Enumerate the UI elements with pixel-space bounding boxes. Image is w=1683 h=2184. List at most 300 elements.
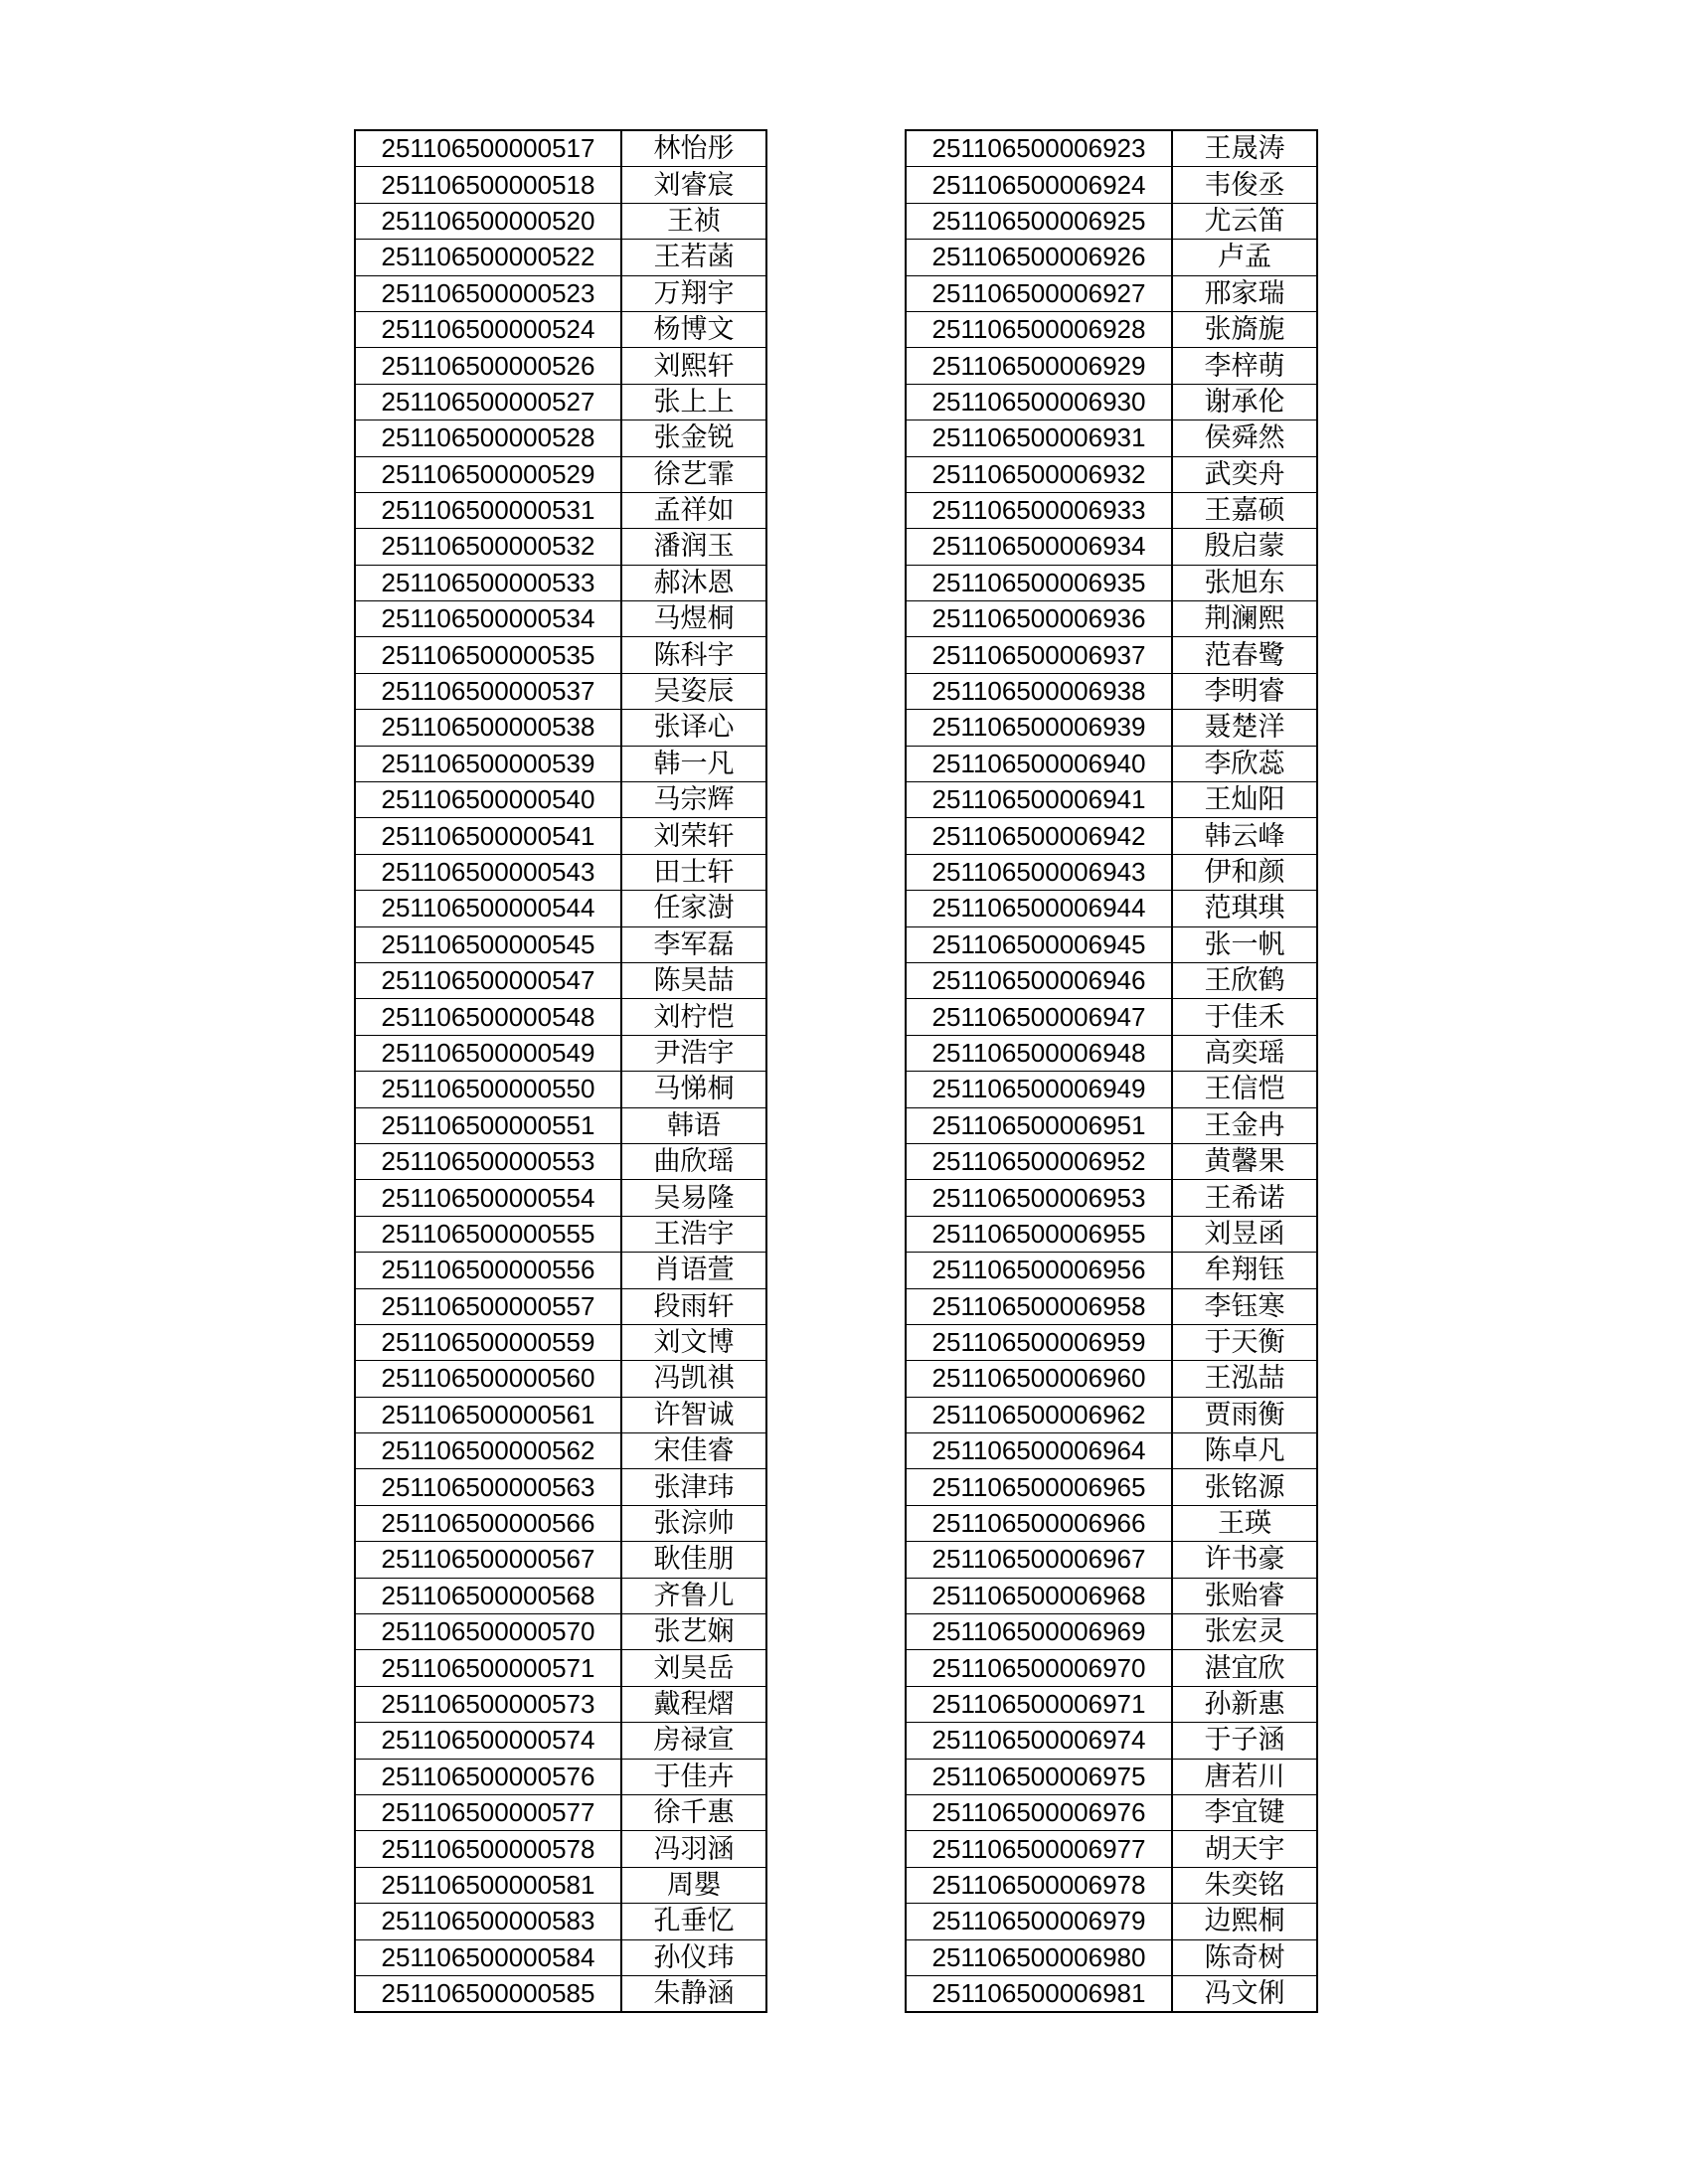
candidate-name-cell: 王祯 (621, 203, 766, 239)
table-row (906, 891, 1317, 926)
candidate-id-cell: 251106500006923 (906, 130, 1172, 167)
candidate-name-cell: 刘熙轩 (621, 348, 766, 384)
candidate-id-cell: 251106500006981 (906, 1975, 1172, 2012)
table-row (906, 384, 1317, 420)
candidate-name-cell: 房禄宣 (621, 1723, 766, 1759)
candidate-id-cell: 251106500000568 (355, 1578, 621, 1613)
candidate-name-cell: 耿佳朋 (621, 1542, 766, 1578)
candidate-id-cell: 251106500006949 (906, 1072, 1172, 1107)
candidate-id-cell: 251106500006936 (906, 601, 1172, 637)
candidate-name-cell: 高奕瑶 (1172, 1035, 1317, 1071)
candidate-name-cell: 刘昊岳 (621, 1650, 766, 1686)
candidate-name-cell: 韩云峰 (1172, 818, 1317, 854)
candidate-id-cell: 251106500000532 (355, 529, 621, 565)
candidate-name-cell: 冯羽涵 (621, 1831, 766, 1867)
candidate-name-cell: 冯凯祺 (621, 1361, 766, 1397)
table-row (355, 1288, 766, 1324)
table-row (906, 1469, 1317, 1505)
candidate-name-cell: 李宜键 (1172, 1794, 1317, 1830)
candidate-name-cell: 刘柠恺 (621, 999, 766, 1035)
candidate-id-cell: 251106500000543 (355, 854, 621, 890)
candidate-id-cell: 251106500000571 (355, 1650, 621, 1686)
table-row (906, 1324, 1317, 1360)
candidate-name-cell: 林怡彤 (621, 130, 766, 167)
candidate-name-cell: 王欣鹤 (1172, 962, 1317, 998)
candidate-name-cell: 陈昊喆 (621, 962, 766, 998)
table-row (355, 1904, 766, 1939)
candidate-name-cell: 刘文博 (621, 1324, 766, 1360)
candidate-id-cell: 251106500006978 (906, 1867, 1172, 1903)
candidate-id-cell: 251106500006971 (906, 1686, 1172, 1722)
candidate-id-cell: 251106500000574 (355, 1723, 621, 1759)
table-row (906, 746, 1317, 781)
candidate-name-cell: 李钰寒 (1172, 1288, 1317, 1324)
candidate-name-cell: 张金锐 (621, 420, 766, 456)
candidate-name-cell: 于佳卉 (621, 1759, 766, 1794)
candidate-id-cell: 251106500000553 (355, 1143, 621, 1179)
candidate-name-cell: 王晟涛 (1172, 130, 1317, 167)
candidate-name-cell: 周嬰 (621, 1867, 766, 1903)
candidate-name-cell: 马宗辉 (621, 782, 766, 818)
candidate-id-cell: 251106500006968 (906, 1578, 1172, 1613)
candidate-name-cell: 吴易隆 (621, 1180, 766, 1216)
table-row (355, 1180, 766, 1216)
table-row (355, 1867, 766, 1903)
candidate-id-cell: 251106500000541 (355, 818, 621, 854)
table-row (355, 1216, 766, 1252)
candidate-name-cell: 许书豪 (1172, 1542, 1317, 1578)
candidate-id-cell: 251106500006927 (906, 275, 1172, 311)
table-row (906, 1143, 1317, 1179)
table-row (355, 1614, 766, 1650)
table-row (906, 1723, 1317, 1759)
candidate-name-cell: 卢孟 (1172, 240, 1317, 275)
candidate-name-cell: 郝沐恩 (621, 565, 766, 600)
candidate-id-cell: 251106500000517 (355, 130, 621, 167)
table-row (906, 1505, 1317, 1541)
candidate-id-cell: 251106500006932 (906, 456, 1172, 492)
candidate-id-cell: 251106500000544 (355, 891, 621, 926)
table-row (355, 782, 766, 818)
table-row (906, 1867, 1317, 1903)
table-row (906, 1361, 1317, 1397)
candidate-id-cell: 251106500006952 (906, 1143, 1172, 1179)
candidate-name-cell: 谢承伦 (1172, 384, 1317, 420)
table-row (906, 1180, 1317, 1216)
candidate-name-cell: 于天衡 (1172, 1324, 1317, 1360)
candidate-name-cell: 李梓萌 (1172, 348, 1317, 384)
table-row (355, 1505, 766, 1541)
candidate-id-cell: 251106500006944 (906, 891, 1172, 926)
table-row (355, 275, 766, 311)
table-row (906, 1904, 1317, 1939)
candidate-name-cell: 湛宜欣 (1172, 1650, 1317, 1686)
candidate-id-cell: 251106500000547 (355, 962, 621, 998)
roster-table-right (905, 129, 1318, 2013)
candidate-id-cell: 251106500000585 (355, 1975, 621, 2012)
table-row (355, 1578, 766, 1613)
table-row (906, 203, 1317, 239)
candidate-name-cell: 张旖旎 (1172, 311, 1317, 347)
candidate-id-cell: 251106500000584 (355, 1939, 621, 1975)
table-row (906, 673, 1317, 709)
table-row (355, 1650, 766, 1686)
candidate-id-cell: 251106500006964 (906, 1433, 1172, 1469)
candidate-id-cell: 251106500006941 (906, 782, 1172, 818)
table-row (906, 492, 1317, 528)
table-row (906, 1253, 1317, 1288)
candidate-name-cell: 张艺娴 (621, 1614, 766, 1650)
table-row (355, 348, 766, 384)
table-row (906, 1686, 1317, 1722)
table-row (906, 999, 1317, 1035)
candidate-id-cell: 251106500006948 (906, 1035, 1172, 1071)
candidate-name-cell: 王希诺 (1172, 1180, 1317, 1216)
table-row (906, 1542, 1317, 1578)
table-row (906, 637, 1317, 673)
candidate-id-cell: 251106500006939 (906, 710, 1172, 746)
table-row (906, 240, 1317, 275)
roster-table-left (354, 129, 767, 2013)
table-row (906, 167, 1317, 203)
candidate-name-cell: 李明睿 (1172, 673, 1317, 709)
table-row (355, 529, 766, 565)
candidate-name-cell: 张津玮 (621, 1469, 766, 1505)
table-row (355, 420, 766, 456)
candidate-id-cell: 251106500006940 (906, 746, 1172, 781)
candidate-id-cell: 251106500006931 (906, 420, 1172, 456)
candidate-id-cell: 251106500000562 (355, 1433, 621, 1469)
candidate-name-cell: 李欣蕊 (1172, 746, 1317, 781)
candidate-name-cell: 戴程熠 (621, 1686, 766, 1722)
candidate-name-cell: 范春鹭 (1172, 637, 1317, 673)
candidate-id-cell: 251106500006928 (906, 311, 1172, 347)
table-row (906, 1650, 1317, 1686)
table-row (355, 1072, 766, 1107)
candidate-name-cell: 张贻睿 (1172, 1578, 1317, 1613)
candidate-name-cell: 韦俊丞 (1172, 167, 1317, 203)
candidate-name-cell: 刘睿宸 (621, 167, 766, 203)
candidate-id-cell: 251106500000537 (355, 673, 621, 709)
candidate-name-cell: 殷启蒙 (1172, 529, 1317, 565)
candidate-name-cell: 曲欣瑶 (621, 1143, 766, 1179)
table-row (906, 962, 1317, 998)
candidate-name-cell: 张铭源 (1172, 1469, 1317, 1505)
table-row (355, 1433, 766, 1469)
table-row (906, 1975, 1317, 2012)
candidate-id-cell: 251106500000563 (355, 1469, 621, 1505)
table-row (906, 1433, 1317, 1469)
candidate-name-cell: 朱静涵 (621, 1975, 766, 2012)
candidate-id-cell: 251106500006959 (906, 1324, 1172, 1360)
candidate-name-cell: 王信恺 (1172, 1072, 1317, 1107)
candidate-name-cell: 宋佳睿 (621, 1433, 766, 1469)
table-row (906, 1794, 1317, 1830)
table-row (355, 710, 766, 746)
table-row (906, 130, 1317, 167)
table-row (355, 311, 766, 347)
candidate-name-cell: 贾雨衡 (1172, 1397, 1317, 1432)
candidate-name-cell: 王浩宇 (621, 1216, 766, 1252)
candidate-id-cell: 251106500000548 (355, 999, 621, 1035)
table-row (906, 1072, 1317, 1107)
table-row (355, 384, 766, 420)
candidate-name-cell: 韩一凡 (621, 746, 766, 781)
table-row (355, 1143, 766, 1179)
candidate-id-cell: 251106500000559 (355, 1324, 621, 1360)
table-row (355, 999, 766, 1035)
candidate-name-cell: 陈奇树 (1172, 1939, 1317, 1975)
candidate-id-cell: 251106500000549 (355, 1035, 621, 1071)
table-row (355, 130, 766, 167)
table-row (906, 565, 1317, 600)
candidate-id-cell: 251106500000578 (355, 1831, 621, 1867)
candidate-name-cell: 黄馨果 (1172, 1143, 1317, 1179)
candidate-id-cell: 251106500006942 (906, 818, 1172, 854)
candidate-id-cell: 251106500000561 (355, 1397, 621, 1432)
candidate-id-cell: 251106500000528 (355, 420, 621, 456)
table-row (906, 601, 1317, 637)
candidate-id-cell: 251106500000527 (355, 384, 621, 420)
candidate-name-cell: 王嘉硕 (1172, 492, 1317, 528)
roster-table-right-body (906, 130, 1317, 2012)
table-row (355, 1253, 766, 1288)
candidate-id-cell: 251106500000529 (355, 456, 621, 492)
candidate-name-cell: 王瑛 (1172, 1505, 1317, 1541)
candidate-name-cell: 田士轩 (621, 854, 766, 890)
candidate-id-cell: 251106500006967 (906, 1542, 1172, 1578)
candidate-id-cell: 251106500006955 (906, 1216, 1172, 1252)
table-row (906, 926, 1317, 962)
candidate-id-cell: 251106500006956 (906, 1253, 1172, 1288)
candidate-id-cell: 251106500000538 (355, 710, 621, 746)
table-row (355, 1794, 766, 1830)
candidate-id-cell: 251106500000566 (355, 1505, 621, 1541)
candidate-name-cell: 刘荣轩 (621, 818, 766, 854)
table-row (355, 962, 766, 998)
candidate-id-cell: 251106500006951 (906, 1107, 1172, 1143)
table-row (355, 1723, 766, 1759)
table-row (355, 1324, 766, 1360)
table-row (355, 565, 766, 600)
candidate-name-cell: 孙仪玮 (621, 1939, 766, 1975)
candidate-name-cell: 王金冉 (1172, 1107, 1317, 1143)
candidate-id-cell: 251106500000570 (355, 1614, 621, 1650)
candidate-id-cell: 251106500006953 (906, 1180, 1172, 1216)
candidate-name-cell: 马悌桐 (621, 1072, 766, 1107)
candidate-id-cell: 251106500000581 (355, 1867, 621, 1903)
candidate-name-cell: 武奕舟 (1172, 456, 1317, 492)
table-row (906, 456, 1317, 492)
table-row (355, 1975, 766, 2012)
candidate-id-cell: 251106500000526 (355, 348, 621, 384)
candidate-name-cell: 孙新惠 (1172, 1686, 1317, 1722)
candidate-id-cell: 251106500006966 (906, 1505, 1172, 1541)
table-row (355, 926, 766, 962)
candidate-id-cell: 251106500000577 (355, 1794, 621, 1830)
table-row (906, 710, 1317, 746)
candidate-name-cell: 陈科宇 (621, 637, 766, 673)
candidate-name-cell: 张译心 (621, 710, 766, 746)
table-row (906, 275, 1317, 311)
table-row (355, 1035, 766, 1071)
table-row (906, 1397, 1317, 1432)
candidate-id-cell: 251106500006975 (906, 1759, 1172, 1794)
candidate-name-cell: 尹浩宇 (621, 1035, 766, 1071)
candidate-id-cell: 251106500000535 (355, 637, 621, 673)
table-row (906, 818, 1317, 854)
candidate-name-cell: 伊和颜 (1172, 854, 1317, 890)
candidate-name-cell: 孟祥如 (621, 492, 766, 528)
candidate-id-cell: 251106500006943 (906, 854, 1172, 890)
candidate-id-cell: 251106500000551 (355, 1107, 621, 1143)
candidate-id-cell: 251106500006962 (906, 1397, 1172, 1432)
candidate-id-cell: 251106500000560 (355, 1361, 621, 1397)
candidate-name-cell: 韩语 (621, 1107, 766, 1143)
candidate-id-cell: 251106500006960 (906, 1361, 1172, 1397)
candidate-id-cell: 251106500000524 (355, 311, 621, 347)
table-row (906, 1578, 1317, 1613)
candidate-name-cell: 肖语萱 (621, 1253, 766, 1288)
table-row (355, 1759, 766, 1794)
candidate-name-cell: 齐鲁儿 (621, 1578, 766, 1613)
table-row (906, 1288, 1317, 1324)
candidate-id-cell: 251106500000534 (355, 601, 621, 637)
candidate-name-cell: 许智诚 (621, 1397, 766, 1432)
candidate-id-cell: 251106500000518 (355, 167, 621, 203)
candidate-name-cell: 于佳禾 (1172, 999, 1317, 1035)
table-row (355, 1469, 766, 1505)
candidate-id-cell: 251106500006924 (906, 167, 1172, 203)
candidate-id-cell: 251106500000520 (355, 203, 621, 239)
candidate-id-cell: 251106500000545 (355, 926, 621, 962)
candidate-name-cell: 尤云笛 (1172, 203, 1317, 239)
roster-table-left-body (355, 130, 766, 2012)
candidate-id-cell: 251106500006970 (906, 1650, 1172, 1686)
candidate-name-cell: 邢家瑞 (1172, 275, 1317, 311)
candidate-name-cell: 刘昱函 (1172, 1216, 1317, 1252)
candidate-name-cell: 任家澍 (621, 891, 766, 926)
table-row (355, 203, 766, 239)
candidate-id-cell: 251106500000523 (355, 275, 621, 311)
candidate-id-cell: 251106500000522 (355, 240, 621, 275)
candidate-id-cell: 251106500000554 (355, 1180, 621, 1216)
candidate-id-cell: 251106500006945 (906, 926, 1172, 962)
candidate-id-cell: 251106500006974 (906, 1723, 1172, 1759)
table-row (355, 891, 766, 926)
candidate-id-cell: 251106500006935 (906, 565, 1172, 600)
candidate-id-cell: 251106500006947 (906, 999, 1172, 1035)
table-row (906, 1759, 1317, 1794)
candidate-name-cell: 王泓喆 (1172, 1361, 1317, 1397)
table-row (906, 854, 1317, 890)
table-row (355, 746, 766, 781)
table-row (355, 1397, 766, 1432)
table-row (906, 1035, 1317, 1071)
candidate-id-cell: 251106500000556 (355, 1253, 621, 1288)
table-row (355, 167, 766, 203)
candidate-name-cell: 王灿阳 (1172, 782, 1317, 818)
table-row (355, 492, 766, 528)
candidate-name-cell: 范琪琪 (1172, 891, 1317, 926)
candidate-name-cell: 于子涵 (1172, 1723, 1317, 1759)
candidate-name-cell: 唐若川 (1172, 1759, 1317, 1794)
table-row (906, 1939, 1317, 1975)
candidate-id-cell: 251106500006926 (906, 240, 1172, 275)
table-row (355, 1361, 766, 1397)
table-row (355, 1542, 766, 1578)
candidate-name-cell: 张淙帅 (621, 1505, 766, 1541)
candidate-id-cell: 251106500006946 (906, 962, 1172, 998)
candidate-name-cell: 段雨轩 (621, 1288, 766, 1324)
candidate-name-cell: 荆澜熙 (1172, 601, 1317, 637)
table-row (906, 420, 1317, 456)
candidate-name-cell: 徐艺霏 (621, 456, 766, 492)
candidate-id-cell: 251106500000539 (355, 746, 621, 781)
candidate-name-cell: 张一帆 (1172, 926, 1317, 962)
candidate-id-cell: 251106500000540 (355, 782, 621, 818)
candidate-id-cell: 251106500006937 (906, 637, 1172, 673)
candidate-name-cell: 牟翔钰 (1172, 1253, 1317, 1288)
table-row (355, 637, 766, 673)
table-row (906, 1216, 1317, 1252)
candidate-id-cell: 251106500006925 (906, 203, 1172, 239)
candidate-id-cell: 251106500006976 (906, 1794, 1172, 1830)
candidate-name-cell: 朱奕铭 (1172, 1867, 1317, 1903)
table-row (906, 311, 1317, 347)
candidate-id-cell: 251106500000550 (355, 1072, 621, 1107)
candidate-name-cell: 杨博文 (621, 311, 766, 347)
candidate-name-cell: 潘润玉 (621, 529, 766, 565)
candidate-name-cell: 马煜桐 (621, 601, 766, 637)
candidate-id-cell: 251106500006969 (906, 1614, 1172, 1650)
table-row (355, 1831, 766, 1867)
candidate-id-cell: 251106500006933 (906, 492, 1172, 528)
table-row (355, 1107, 766, 1143)
table-row (355, 601, 766, 637)
candidate-id-cell: 251106500000573 (355, 1686, 621, 1722)
candidate-id-cell: 251106500000557 (355, 1288, 621, 1324)
candidate-id-cell: 251106500006958 (906, 1288, 1172, 1324)
table-row (355, 673, 766, 709)
candidate-name-cell: 陈卓凡 (1172, 1433, 1317, 1469)
table-row (906, 1107, 1317, 1143)
candidate-name-cell: 张旭东 (1172, 565, 1317, 600)
candidate-name-cell: 胡天宇 (1172, 1831, 1317, 1867)
candidate-id-cell: 251106500000531 (355, 492, 621, 528)
candidate-id-cell: 251106500006929 (906, 348, 1172, 384)
candidate-id-cell: 251106500000583 (355, 1904, 621, 1939)
candidate-name-cell: 李军磊 (621, 926, 766, 962)
candidate-name-cell: 张宏灵 (1172, 1614, 1317, 1650)
candidate-id-cell: 251106500006938 (906, 673, 1172, 709)
candidate-id-cell: 251106500000555 (355, 1216, 621, 1252)
table-row (906, 348, 1317, 384)
table-row (906, 1831, 1317, 1867)
table-row (355, 818, 766, 854)
candidate-id-cell: 251106500006980 (906, 1939, 1172, 1975)
table-row (355, 456, 766, 492)
table-row (906, 529, 1317, 565)
candidate-name-cell: 冯文俐 (1172, 1975, 1317, 2012)
candidate-name-cell: 吴姿辰 (621, 673, 766, 709)
candidate-name-cell: 聂楚洋 (1172, 710, 1317, 746)
candidate-id-cell: 251106500000576 (355, 1759, 621, 1794)
candidate-name-cell: 徐千惠 (621, 1794, 766, 1830)
candidate-id-cell: 251106500000533 (355, 565, 621, 600)
candidate-id-cell: 251106500006930 (906, 384, 1172, 420)
table-row (906, 1614, 1317, 1650)
